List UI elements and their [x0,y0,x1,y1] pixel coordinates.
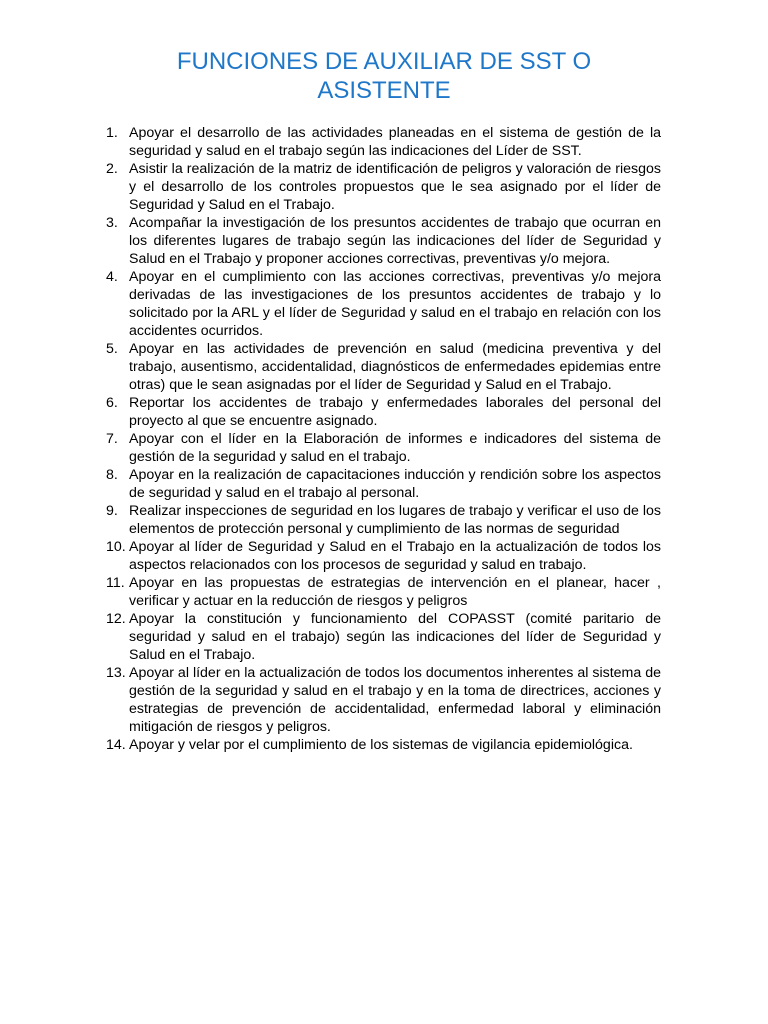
list-item [106,466,661,502]
list-number: 4. [106,269,118,285]
list-item [106,394,661,430]
list-number: 5. [106,341,118,357]
list-number: 1. [106,125,118,141]
list-item [106,124,661,160]
list-item [106,736,661,754]
list-item-text: Realizar inspecciones de seguridad en los lugares de trabajo y verificar el uso de los elementos de protección personal y cumplimiento de las normas de seguridad [129,503,661,537]
list-number: 7. [106,431,118,447]
list-item-text: Apoyar al líder en la actualización de todos los documentos inherentes al sistema de gestión de la seguridad y salud en el trabajo y en la toma de directrices, acciones y estrategias de prevención de accidentalidad, enfermedad laboral y eliminación mitigación de riesgos y peligros. [129,665,661,735]
list-item [106,160,661,214]
list-number: 8. [106,467,118,483]
list-item-text: Apoyar en la realización de capacitaciones inducción y rendición sobre los aspectos de seguridad y salud en el trabajo al personal. [129,467,661,501]
list-item [106,214,661,268]
list-item-text: Reportar los accidentes de trabajo y enfermedades laborales del personal del proyecto al que se encuentre asignado. [129,395,661,429]
list-number: 14. [106,737,126,753]
list-item-text: Apoyar en el cumplimiento con las acciones correctivas, preventivas y/o mejora derivadas de las investigaciones de los presuntos accidentes de trabajo y lo solicitado por la ARL y el líder de Seguridad y salud en el trabajo en relación con los accidentes ocurridos. [129,269,661,339]
list-item-text: Apoyar en las actividades de prevención en salud (medicina preventiva y del trabajo, ausentismo, accidentalidad, diagnósticos de enfermedades epidemias entre otras) que le sean asignadas por el líder de Seguridad y Salud en el Trabajo. [129,341,661,393]
list-item [106,538,661,574]
list-item [106,574,661,610]
list-item-text: Apoyar y velar por el cumplimiento de los sistemas de vigilancia epidemiológica. [129,737,633,753]
list-item [106,664,661,736]
list-item [106,502,661,538]
list-item [106,340,661,394]
list-item [106,610,661,664]
list-item-text: Apoyar en las propuestas de estrategias de intervención en el planear, hacer , verificar y actuar en la reducción de riesgos y peligros [129,575,661,609]
list-item-text: Apoyar el desarrollo de las actividades planeadas en el sistema de gestión de la seguridad y salud en el trabajo según las indicaciones del Líder de SST. [129,125,661,159]
list-number: 12. [106,611,126,627]
list-item-text: Asistir la realización de la matriz de identificación de peligros y valoración de riesgos y el desarrollo de los controles propuestos que le sea asignado por el líder de Seguridad y Salud en el Trabajo. [129,161,661,213]
list-number: 6. [106,395,118,411]
list-item [106,430,661,466]
list-item [106,268,661,340]
list-number: 10. [106,539,126,555]
list-item-text: Apoyar con el líder en la Elaboración de informes e indicadores del sistema de gestión de la seguridad y salud en el trabajo. [129,431,661,465]
list-item-text: Apoyar la constitución y funcionamiento del COPASST (comité paritario de seguridad y salud en el trabajo) según las indicaciones del líder de Seguridad y Salud en el Trabajo. [129,611,661,663]
list-number: 9. [106,503,118,519]
functions-list [106,124,661,754]
list-number: 2. [106,161,118,177]
list-item-text: Apoyar al líder de Seguridad y Salud en el Trabajo en la actualización de todos los aspectos relacionados con los procesos de seguridad y salud en trabajo. [129,539,661,573]
list-item-text: Acompañar la investigación de los presuntos accidentes de trabajo que ocurran en los diferentes lugares de trabajo según las indicaciones del líder de Seguridad y Salud en el Trabajo y proponer acciones correctivas, preventivas y/o mejora. [129,215,661,267]
list-number: 3. [106,215,118,231]
list-number: 11. [106,575,125,591]
list-number: 13. [106,665,126,681]
document-title: FUNCIONES DE AUXILIAR DE SST O ASISTENTE [176,48,592,104]
